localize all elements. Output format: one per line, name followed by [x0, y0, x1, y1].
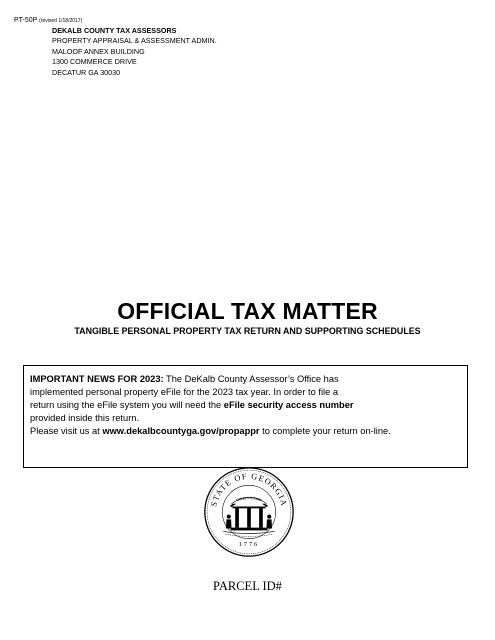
address-building: MALOOF ANNEX BUILDING: [52, 46, 145, 56]
news-heading: IMPORTANT NEWS FOR 2023:: [30, 374, 164, 384]
address-office: DEKALB COUNTY TAX ASSESSORS: [52, 26, 177, 35]
seal-top-text: STATE OF GEORGIA: [209, 471, 289, 508]
news-line-3-text: return using the eFile system you will need the: [30, 400, 224, 410]
georgia-state-seal: [203, 466, 295, 558]
news-line-1: [30, 373, 461, 386]
return-address-block: [52, 26, 217, 78]
address-street: 1300 COMMERCE DRIVE: [52, 57, 137, 67]
seal-year: 1776: [238, 541, 260, 549]
news-line-4: provided inside this return.: [30, 413, 140, 423]
seal-banner-text: CONSTITUTION: [235, 496, 263, 503]
efile-access-number-label: eFile security access number: [223, 400, 354, 410]
news-line-5: [30, 425, 461, 438]
page-subtitle: TANGIBLE PERSONAL PROPERTY TAX RETURN AND SUPPORTING SCHEDULES: [74, 326, 421, 336]
parcel-id-label: PARCEL ID#: [213, 579, 282, 593]
news-line-5-text: Please visit us at: [30, 426, 103, 436]
website-link[interactable]: www.dekalbcountyga.gov/propappr: [102, 426, 260, 436]
news-line-2: implemented personal property eFile for the 2023 tax year. In order to file a: [30, 387, 339, 397]
address-division: PROPERTY APPRAISAL & ASSESSMENT ADMIN.: [52, 36, 217, 46]
form-code: PT-50P: [14, 17, 38, 24]
news-line-5-end: to complete your return on-line.: [259, 426, 391, 436]
address-city: DECATUR GA 30030: [52, 67, 121, 77]
important-news-box: [23, 365, 468, 468]
form-number: [14, 16, 82, 26]
news-line-3: [30, 399, 461, 412]
news-line-1-text: The DeKalb County Assessor’s Office has: [163, 374, 339, 384]
revision-date: (revised 1/18/2017): [39, 18, 83, 24]
page-title: OFFICIAL TAX MATTER: [117, 298, 378, 324]
